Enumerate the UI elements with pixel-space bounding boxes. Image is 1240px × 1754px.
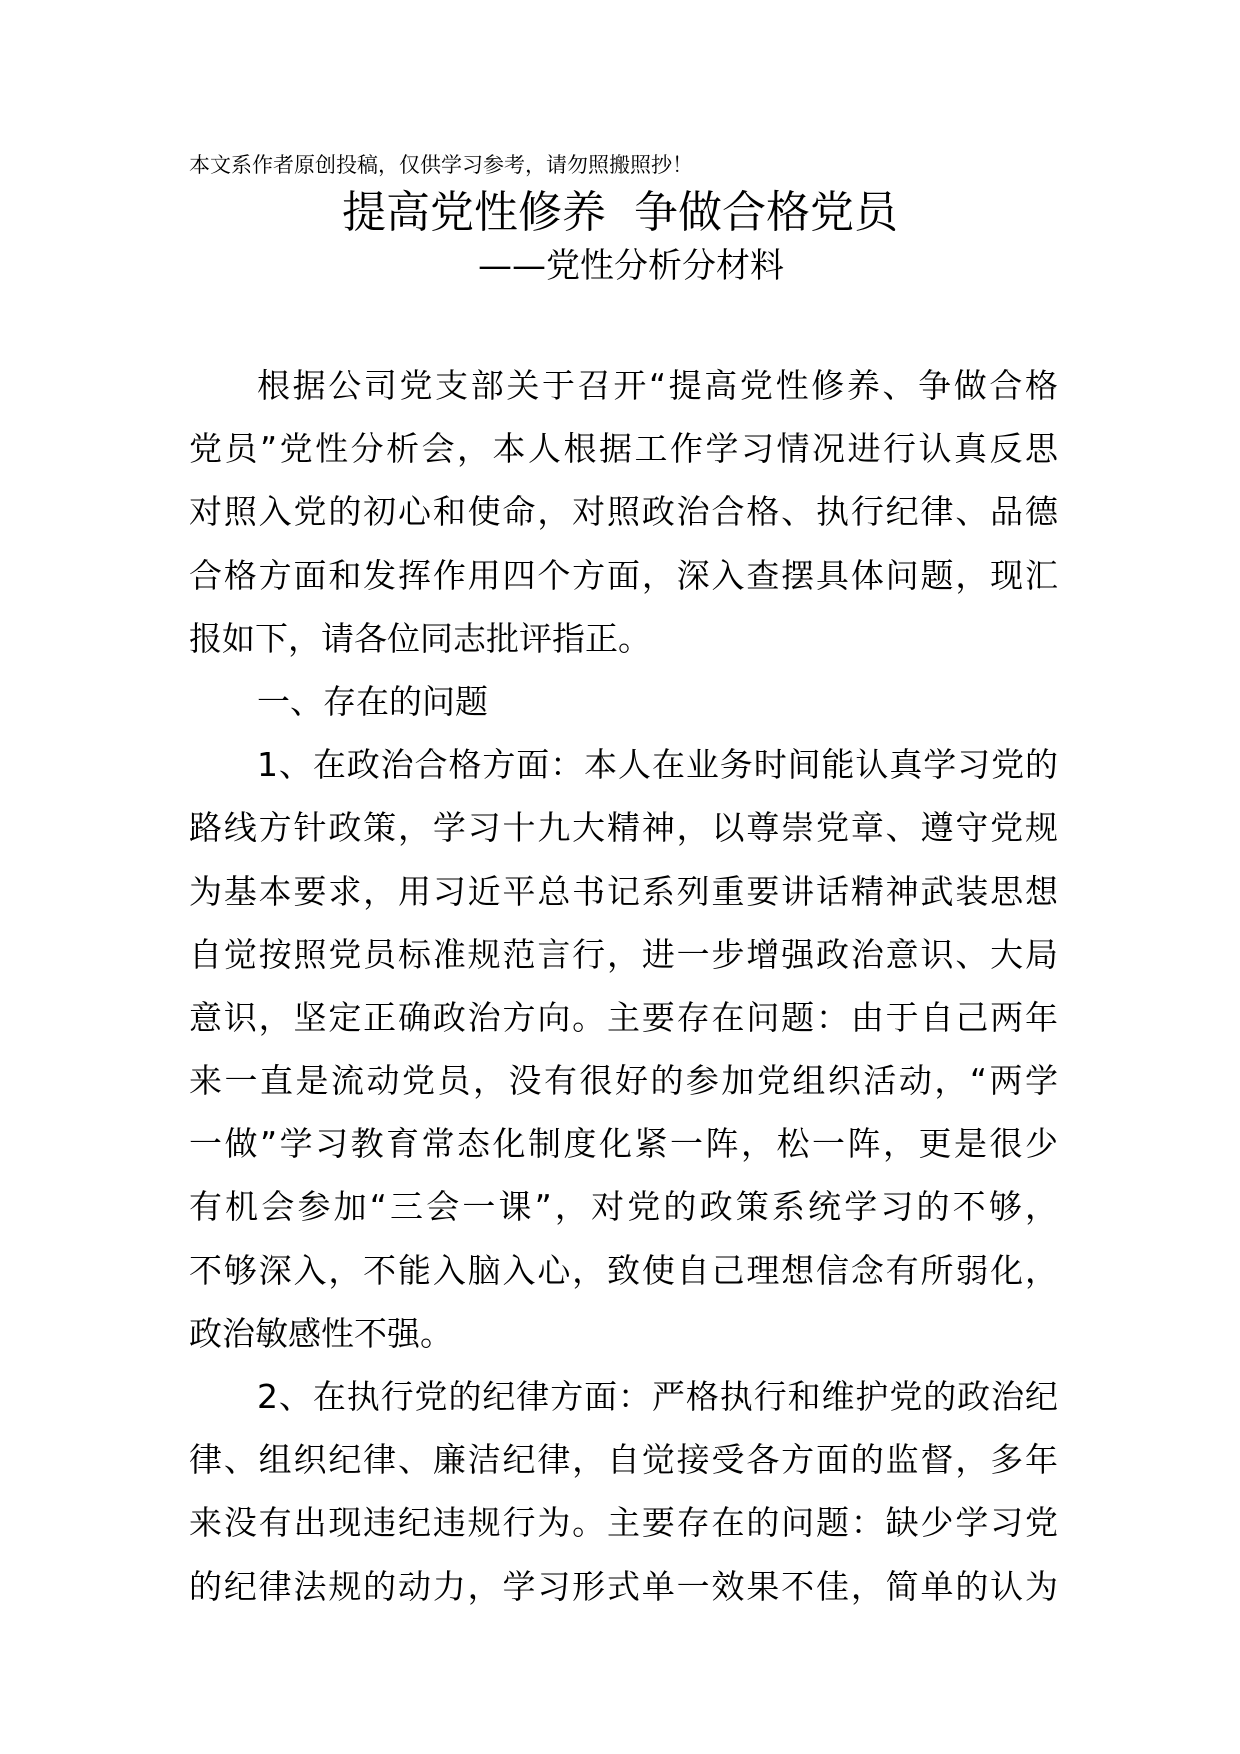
text-line: 2、在执行党的纪律方面：严格执行和维护党的政治纪	[257, 1377, 1058, 1416]
text-line: 不够深入，不能入脑入心，致使自己理想信念有所弱化，	[189, 1250, 1058, 1290]
text-line: 来一直是流动党员，没有很好的参加党组织活动，“两学	[189, 1061, 1058, 1101]
document-subtitle: ——党性分析分材料	[478, 246, 784, 286]
document-title: 提高党性修养 争做合格党员	[342, 187, 898, 238]
text-line: 根据公司党支部关于召开“提高党性修养、争做合格	[257, 366, 1058, 405]
paragraph	[189, 733, 1058, 1365]
text-line: 报如下，请各位同志批评指正。	[189, 618, 651, 658]
text-line: 一、存在的问题	[257, 681, 488, 721]
text-line: 一做”学习教育常态化制度化紧一阵，松一阵，更是很少	[189, 1124, 1058, 1164]
text-line: 来没有出现违纪违规行为。主要存在的问题：缺少学习党	[189, 1503, 1058, 1543]
text-line: 的纪律法规的动力，学习形式单一效果不佳，简单的认为	[189, 1566, 1058, 1606]
copyright-notice: 本文系作者原创投稿，仅供学习参考，请勿照搬照抄！	[189, 153, 693, 177]
text-line: 意识，坚定正确政治方向。主要存在问题：由于自己两年	[189, 997, 1058, 1037]
section-heading	[189, 670, 1058, 733]
text-line: 律、组织纪律、廉洁纪律，自觉接受各方面的监督，多年	[189, 1440, 1058, 1480]
paragraph	[189, 354, 1058, 670]
text-line: 为基本要求，用习近平总书记系列重要讲话精神武装思想	[189, 871, 1058, 911]
text-line: 合格方面和发挥作用四个方面，深入查摆具体问题，现汇	[189, 555, 1058, 595]
text-line: 党员”党性分析会，本人根据工作学习情况进行认真反思	[189, 429, 1058, 469]
document-body	[189, 354, 1058, 1618]
text-line: 政治敏感性不强。	[189, 1313, 453, 1353]
paragraph	[189, 1365, 1058, 1618]
text-line: 1、在政治合格方面：本人在业务时间能认真学习党的	[257, 745, 1058, 785]
text-line: 路线方针政策，学习十九大精神，以尊崇党章、遵守党规	[189, 808, 1058, 848]
text-line: 有机会参加“三会一课”，对党的政策系统学习的不够，	[189, 1187, 1058, 1227]
text-line: 对照入党的初心和使命，对照政治合格、执行纪律、品德	[189, 492, 1058, 532]
text-line: 自觉按照党员标准规范言行，进一步增强政治意识、大局	[189, 934, 1058, 974]
